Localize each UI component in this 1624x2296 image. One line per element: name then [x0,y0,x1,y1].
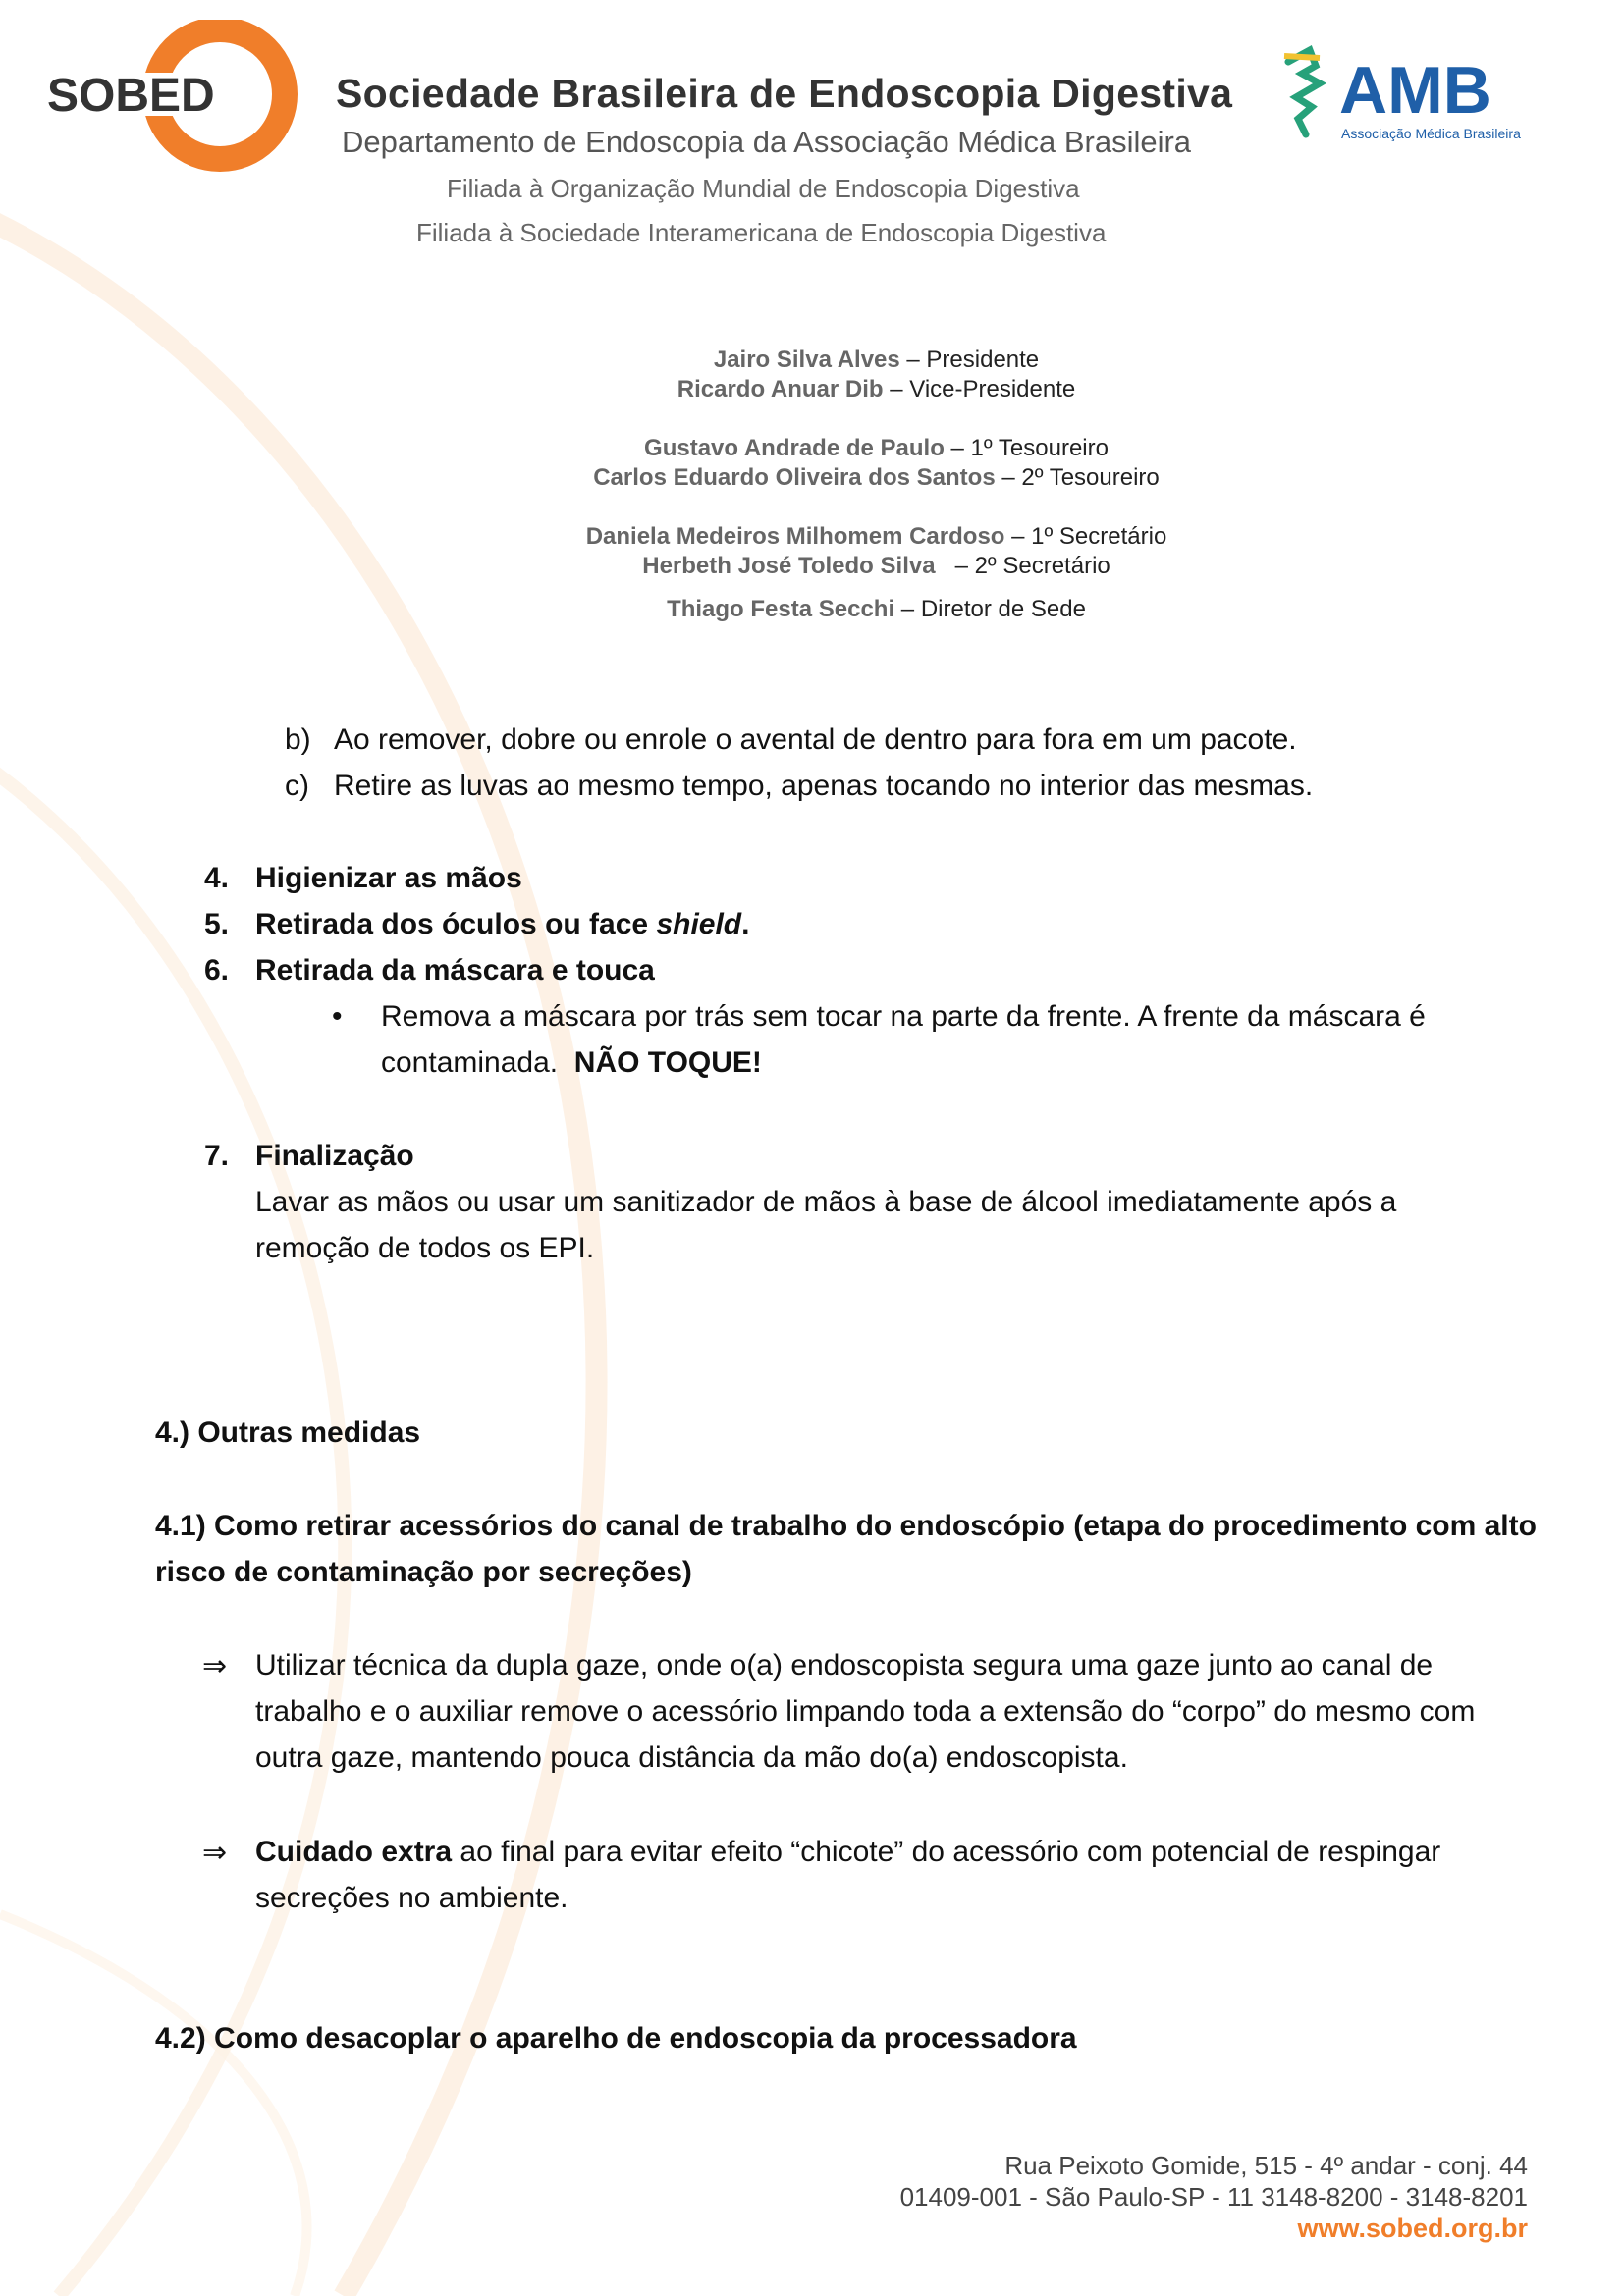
list-item: Ao remover, dobre ou enrole o avental de dentro para fora em um pacote. [334,723,1297,756]
subsection-heading: 4.1) Como retirar acessórios do canal de trabalho do endoscópio (etapa do procedimento com alto [155,1510,1537,1542]
step-number: 6. [204,954,230,987]
bullet-text: contaminada. NÃO TOQUE! [381,1046,762,1079]
board-member: Herbeth José Toledo Silva – 2º Secretário [642,553,1110,579]
footer-website-link[interactable]: www.sobed.org.br [1297,2214,1528,2243]
step-heading: Higienizar as mãos [255,862,522,894]
board-member: Jairo Silva Alves – Presidente [713,347,1040,373]
sobed-logo-text: SOBED [47,70,215,122]
step-heading: Retirada da máscara e touca [255,954,655,987]
paragraph-line: remoção de todos os EPI. [255,1232,595,1264]
arrow-icon: ⇒ [202,1650,228,1682]
footer-address: Rua Peixoto Gomide, 515 - 4º andar - conj. 44 [1004,2151,1528,2180]
org-department: Departamento de Endoscopia da Associação Médica Brasileira [342,125,1192,159]
board-list [0,346,1624,654]
step-number: 4. [204,862,230,894]
footer [900,2150,1528,2244]
subsection-heading: 4.2) Como desacoplar o aparelho de endoscopia da processadora [155,2022,1077,2055]
step-heading: Finalização [255,1140,414,1172]
board-member: Gustavo Andrade de Paulo – 1º Tesoureiro [644,435,1109,461]
org-name: Sociedade Brasileira de Endoscopia Digestiva [336,71,1233,116]
amb-logo [1276,44,1542,152]
paragraph-line: secreções no ambiente. [255,1882,568,1914]
affiliation-1: Filiada à Organização Mundial de Endoscopia Digestiva [447,174,1080,203]
paragraph-line: Utilizar técnica da dupla gaze, onde o(a) endoscopista segura uma gaze junto ao canal de [255,1649,1434,1682]
footer-address: 01409-001 - São Paulo-SP - 11 3148-8200 - 3148-8201 [899,2182,1528,2212]
list-marker: c) [285,770,309,802]
sobed-logo [43,20,298,177]
paragraph-line: Cuidado extra ao final para evitar efeito “chicote” do acessório com potencial de respingar [255,1836,1441,1868]
list-item: Retire as luvas ao mesmo tempo, apenas tocando no interior das mesmas. [334,770,1314,802]
paragraph-line: outra gaze, mantendo pouca distância da mão do(a) endoscopista. [255,1741,1128,1774]
section-heading: 4.) Outras medidas [155,1416,421,1449]
paragraph-line: Lavar as mãos ou usar um sanitizador de mãos à base de álcool imediatamente após a [255,1186,1397,1218]
step-heading: Retirada dos óculos ou face shield. [255,908,750,940]
list-marker: b) [285,723,311,756]
board-member: Daniela Medeiros Milhomem Cardoso – 1º Secretário [585,523,1167,550]
step-number: 7. [204,1140,230,1172]
affiliation-2: Filiada à Sociedade Interamericana de Endoscopia Digestiva [416,218,1107,247]
board-member: Thiago Festa Secchi – Diretor de Sede [667,596,1086,622]
step-number: 5. [204,908,230,940]
amb-logo-text: AMB [1339,53,1491,128]
bullet-text: Remova a máscara por trás sem tocar na parte da frente. A frente da máscara é [381,1000,1426,1033]
amb-logo-subtitle: Associação Médica Brasileira [1341,126,1521,141]
arrow-icon: ⇒ [202,1837,228,1869]
paragraph-line: trabalho e o auxiliar remove o acessório limpando toda a extensão do “corpo” do mesmo com [255,1695,1476,1728]
subsection-heading: risco de contaminação por secreções) [155,1556,692,1588]
board-member: Carlos Eduardo Oliveira dos Santos – 2º Tesoureiro [593,464,1160,491]
bullet-icon: • [332,1000,343,1033]
board-member: Ricardo Anuar Dib – Vice-Presidente [677,376,1076,402]
